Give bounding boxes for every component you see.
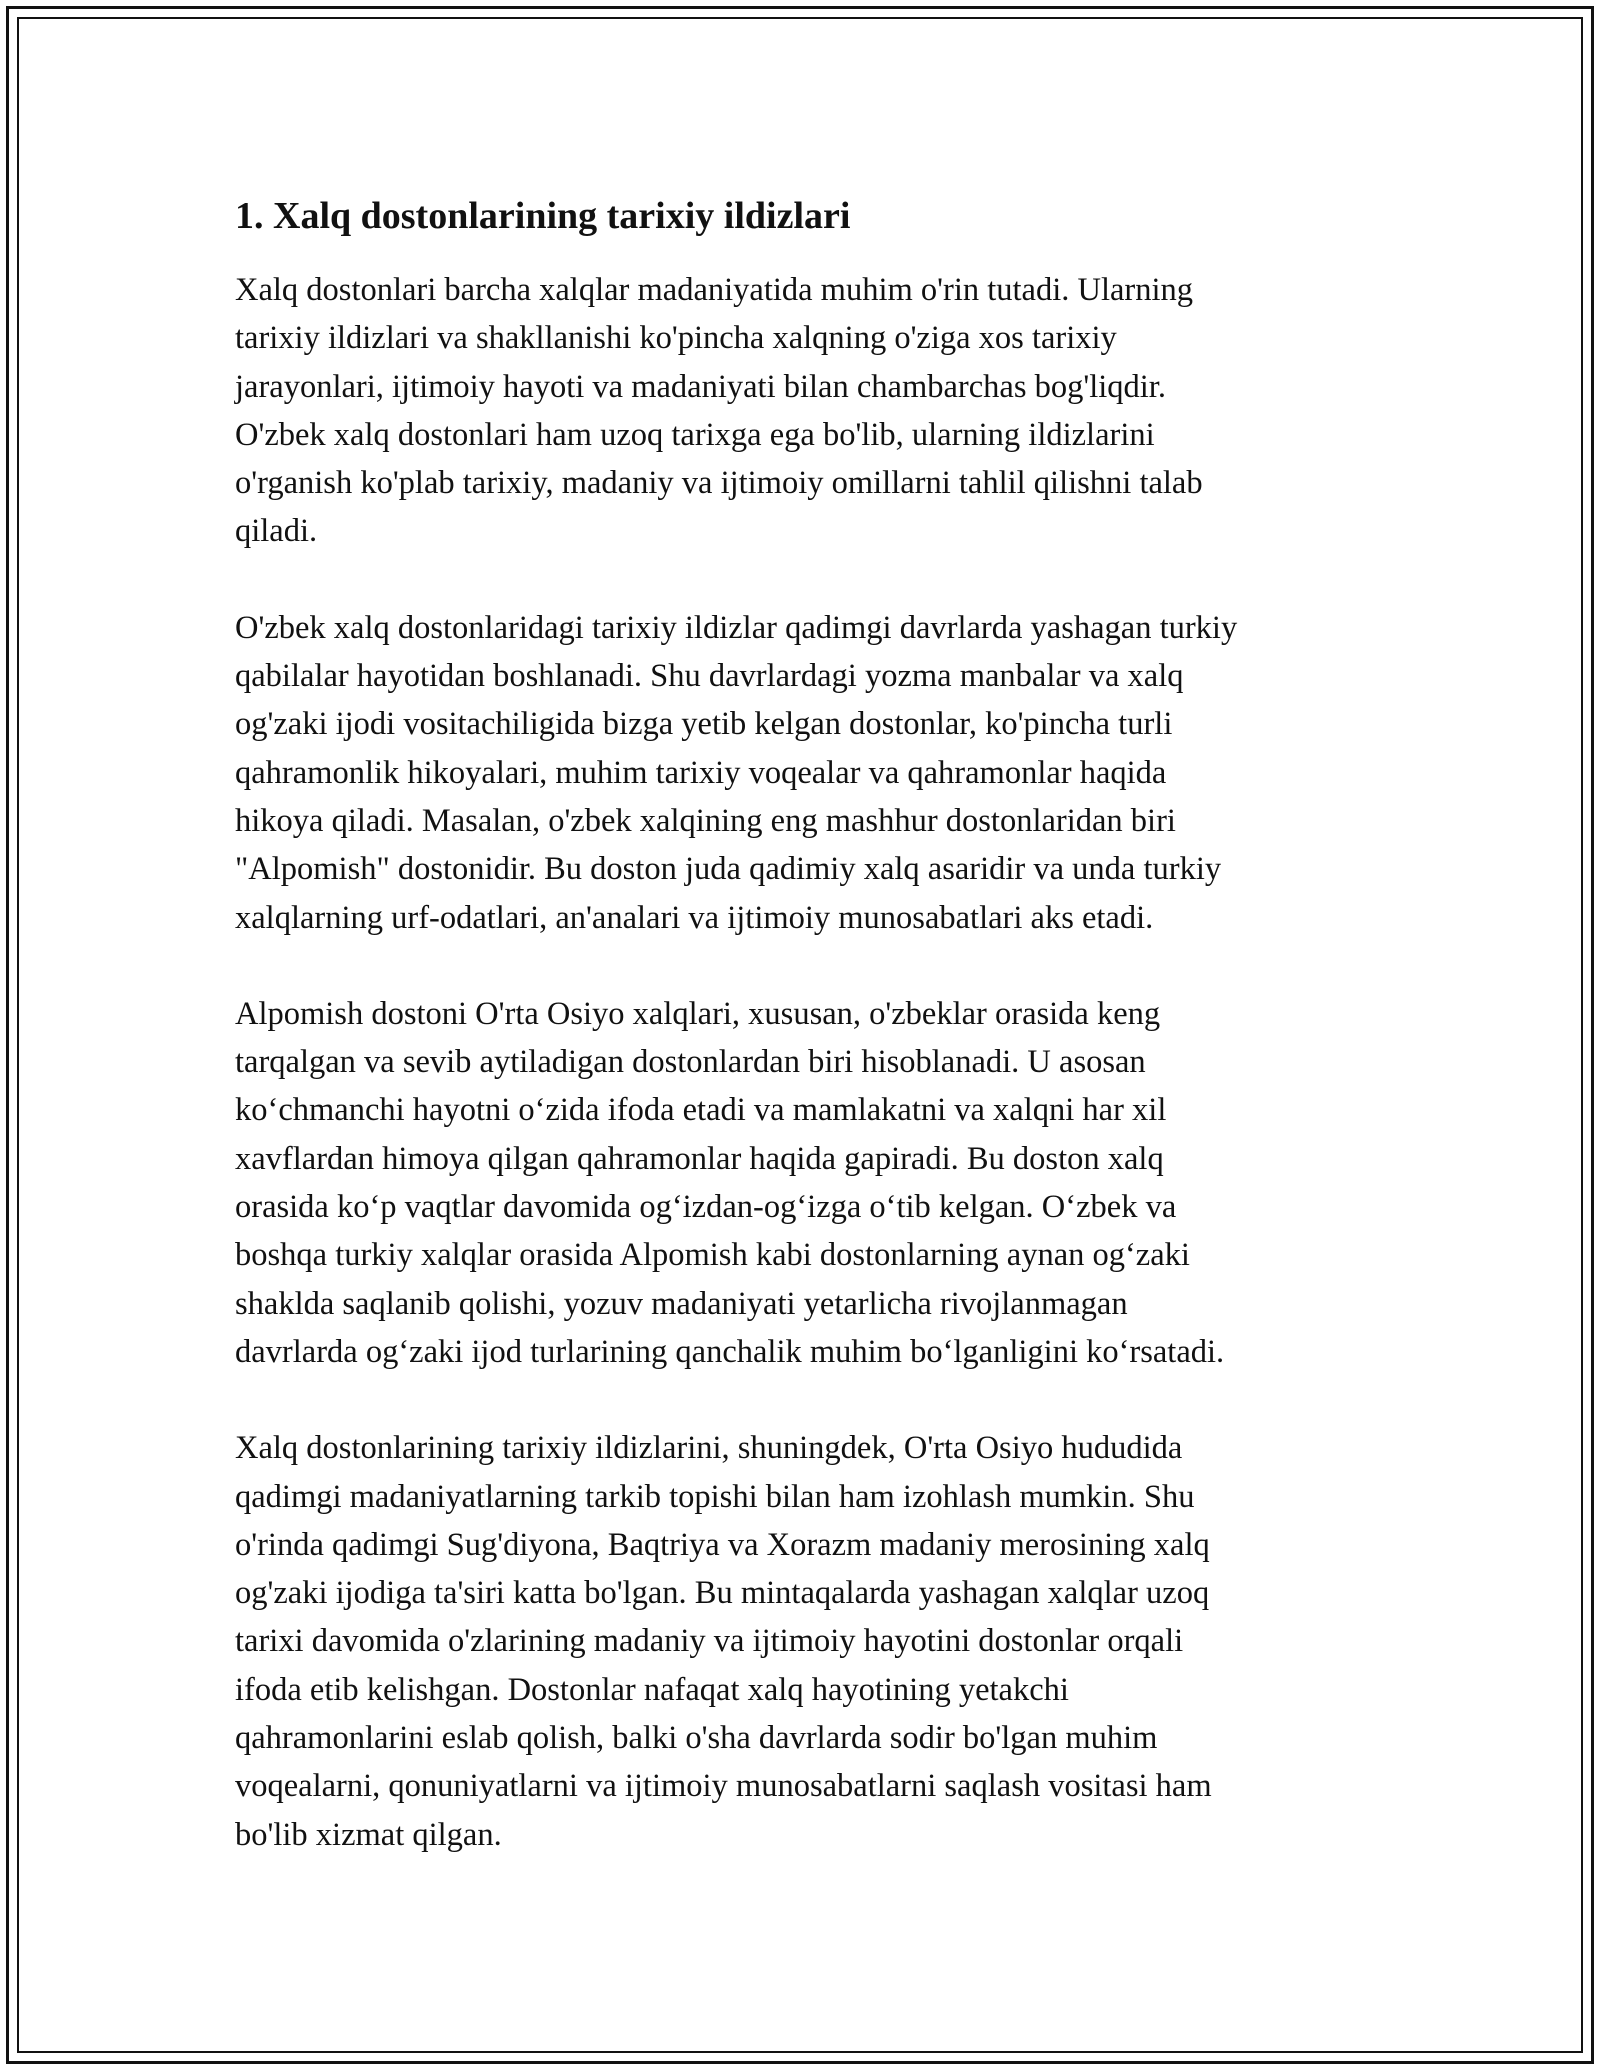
paragraph-3: Alpomish dostoni O'rta Osiyo xalqlari, xususan, o'zbeklar orasida keng tarqalgan va sevib aytiladigan dostonlardan biri hisoblanadi. U asosan ko‘chmanchi hayotni o‘zida ifoda etadi va mamlakatni va xalqni har xil xavflardan himoya qilgan qahramonlar haqida gapiradi. Bu doston xalq orasida ko‘p vaqtlar davomida og‘izdan-og‘izga o‘tib kelgan. O‘zbek va boshqa turkiy xalqlar orasida Alpomish kabi dostonlarning aynan og‘zaki shaklda saqlanib qolishi, yozuv madaniyati yetarlicha rivojlanmagan davrlarda og‘zaki ijod turlarining qanchalik muhim bo‘lganligini ko‘rsatadi.	[235, 995, 1225, 1370]
section-heading: 1. Xalq dostonlarining tarixiy ildizlari	[235, 195, 851, 237]
paragraph-1: Xalq dostonlari barcha xalqlar madaniyatida muhim o'rin tutadi. Ularning tarixiy ildizlari va shakllanishi ko'pincha xalqning o'ziga xos tarixiy jarayonlari, ijtimoiy hayoti va madaniyati bilan chambarchas bog'liqdir. O'zbek xalq dostonlari ham uzoq tarixga ega bo'lib, ularning ildizlarini o'rganish ko'plab tarixiy, madaniy va ijtimoiy omillarni tahlil qilishni talab qiladi.	[235, 272, 1203, 550]
paragraph-4: Xalq dostonlarining tarixiy ildizlarini, shuningdek, O'rta Osiyo hududida qadimgi madaniyatlarning tarkib topishi bilan ham izohlash mumkin. Shu o'rinda qadimgi Sug'diyona, Baqtriya va Xorazm madaniy merosining xalq og'zaki ijodiga ta'siri katta bo'lgan. Bu mintaqalarda yashagan xalqlar uzoq tarixi davomida o'zlarining madaniy va ijtimoiy hayotini dostonlar orqali ifoda etib kelishgan. Dostonlar nafaqat xalq hayotining yetakchi qahramonlarini eslab qolish, balki o'sha davrlarda sodir bo'lgan muhim voqealarni, qonuniyatlarni va ijtimoiy munosabatlarni saqlash vositasi ham bo'lib xizmat qilgan.	[235, 1430, 1212, 1853]
document-body	[235, 188, 1375, 1907]
paragraph-2: O'zbek xalq dostonlaridagi tarixiy ildizlar qadimgi davrlarda yashagan turkiy qabilalar hayotidan boshlanadi. Shu davrlardagi yozma manbalar va xalq og'zaki ijodi vositachiligida bizga yetib kelgan dostonlar, ko'pincha turli qahramonlik hikoyalari, muhim tarixiy voqealar va qahramonlar haqida hikoya qiladi. Masalan, o'zbek xalqining eng mashhur dostonlaridan biri "Alpomish" dostonidir. Bu doston juda qadimiy xalq asaridir va unda turkiy xalqlarning urf-odatlari, an'analari va ijtimoiy munosabatlari aks etadi.	[235, 609, 1238, 936]
